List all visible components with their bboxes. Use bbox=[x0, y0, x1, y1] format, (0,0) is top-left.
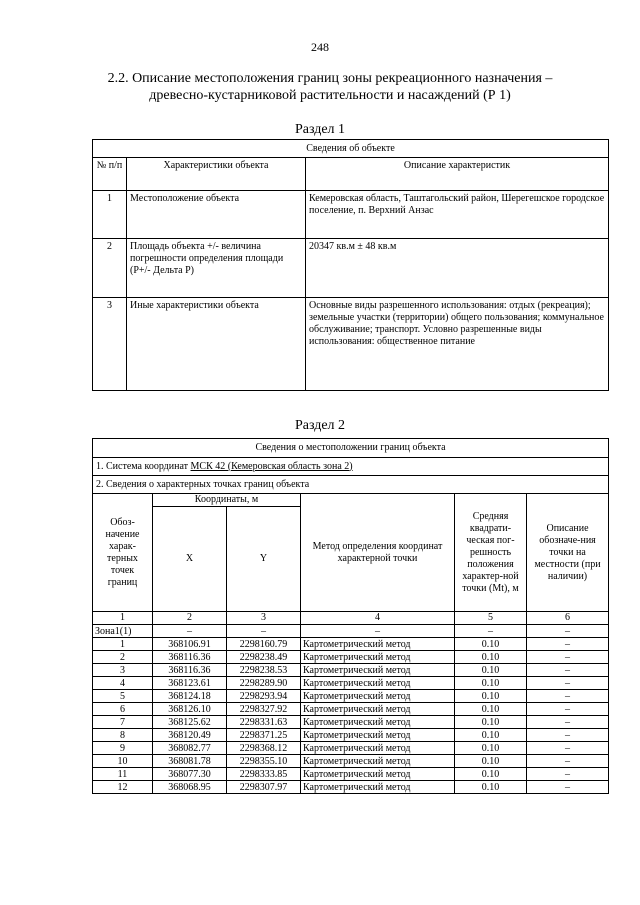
point-description: – bbox=[527, 664, 609, 677]
point-number: 7 bbox=[93, 716, 153, 729]
point-method: Картометрический метод bbox=[301, 716, 455, 729]
point-x: 368068.95 bbox=[153, 781, 227, 794]
column-index: 6 bbox=[527, 612, 609, 625]
point-x: 368123.61 bbox=[153, 677, 227, 690]
point-method: Картометрический метод bbox=[301, 664, 455, 677]
point-number: 4 bbox=[93, 677, 153, 690]
zone-cell: – bbox=[527, 625, 609, 638]
point-method: Картометрический метод bbox=[301, 729, 455, 742]
col-method-header: Метод определения координат характерной точки bbox=[301, 494, 455, 612]
point-error: 0.10 bbox=[455, 651, 527, 664]
point-number: 2 bbox=[93, 651, 153, 664]
zone-row bbox=[93, 625, 609, 638]
point-error: 0.10 bbox=[455, 664, 527, 677]
point-y: 2298368.12 bbox=[227, 742, 301, 755]
point-error: 0.10 bbox=[455, 690, 527, 703]
col-description-header: Описание характеристик bbox=[306, 158, 609, 191]
row-description: Основные виды разрешенного использования: отдых (рекреация); земельные участки (территории) общего пользования; коммунальное обслуживание; транспорт. Условно разрешенные виды использования: общественное питание bbox=[306, 298, 609, 391]
point-x: 368120.49 bbox=[153, 729, 227, 742]
point-method: Картометрический метод bbox=[301, 677, 455, 690]
table-row bbox=[93, 755, 609, 768]
point-y: 2298371.25 bbox=[227, 729, 301, 742]
point-method: Картометрический метод bbox=[301, 651, 455, 664]
row-characteristic: Местоположение объекта bbox=[127, 191, 306, 239]
table-row bbox=[93, 677, 609, 690]
table-row bbox=[93, 664, 609, 677]
point-method: Картометрический метод bbox=[301, 781, 455, 794]
point-number: 11 bbox=[93, 768, 153, 781]
table-row bbox=[93, 716, 609, 729]
row-description: Кемеровская область, Таштагольский район, Шерегешское городское поселение, п. Верхний Анзас bbox=[306, 191, 609, 239]
point-y: 2298307.97 bbox=[227, 781, 301, 794]
object-info-table bbox=[92, 139, 609, 391]
document-title bbox=[80, 70, 580, 104]
point-x: 368116.36 bbox=[153, 651, 227, 664]
zone-cell: – bbox=[153, 625, 227, 638]
point-y: 2298331.63 bbox=[227, 716, 301, 729]
title-line-2: древесно-кустарниковой растительности и насаждений (Р 1) bbox=[149, 88, 511, 103]
point-number: 1 bbox=[93, 638, 153, 651]
points-header: 2. Сведения о характерных точках границ объекта bbox=[93, 476, 609, 494]
section-1-title: Раздел 1 bbox=[294, 122, 346, 137]
row-description: 20347 кв.м ± 48 кв.м bbox=[306, 239, 609, 298]
column-index: 5 bbox=[455, 612, 527, 625]
row-characteristic: Иные характеристики объекта bbox=[127, 298, 306, 391]
point-x: 368116.36 bbox=[153, 664, 227, 677]
point-description: – bbox=[527, 703, 609, 716]
point-error: 0.10 bbox=[455, 729, 527, 742]
row-number: 2 bbox=[93, 239, 127, 298]
point-error: 0.10 bbox=[455, 781, 527, 794]
point-error: 0.10 bbox=[455, 742, 527, 755]
point-description: – bbox=[527, 729, 609, 742]
point-y: 2298327.92 bbox=[227, 703, 301, 716]
table-row bbox=[93, 781, 609, 794]
point-number: 6 bbox=[93, 703, 153, 716]
page-number: 248 bbox=[311, 40, 329, 54]
col-coordinates-header: Координаты, м bbox=[153, 494, 301, 507]
point-y: 2298238.53 bbox=[227, 664, 301, 677]
coordinate-system bbox=[93, 458, 609, 476]
point-error: 0.10 bbox=[455, 768, 527, 781]
column-index: 4 bbox=[301, 612, 455, 625]
coordinate-system-value: МСК 42 (Кемеровская область зона 2) bbox=[190, 460, 353, 472]
table-row bbox=[93, 638, 609, 651]
point-description: – bbox=[527, 651, 609, 664]
point-description: – bbox=[527, 638, 609, 651]
point-x: 368124.18 bbox=[153, 690, 227, 703]
point-y: 2298238.49 bbox=[227, 651, 301, 664]
point-description: – bbox=[527, 677, 609, 690]
column-index: 1 bbox=[93, 612, 153, 625]
point-y: 2298293.94 bbox=[227, 690, 301, 703]
point-x: 368081.78 bbox=[153, 755, 227, 768]
col-x-header: X bbox=[153, 507, 227, 612]
point-number: 12 bbox=[93, 781, 153, 794]
col-y-header: Y bbox=[227, 507, 301, 612]
table-row bbox=[93, 768, 609, 781]
table-row bbox=[93, 298, 609, 391]
point-description: – bbox=[527, 716, 609, 729]
col-point-description-header: Описание обозначе-ния точки на местности (при наличии) bbox=[527, 494, 609, 612]
column-index: 2 bbox=[153, 612, 227, 625]
point-number: 3 bbox=[93, 664, 153, 677]
point-error: 0.10 bbox=[455, 703, 527, 716]
point-description: – bbox=[527, 690, 609, 703]
table-row bbox=[93, 239, 609, 298]
col-number-header: № п/п bbox=[93, 158, 127, 191]
point-method: Картометрический метод bbox=[301, 690, 455, 703]
col-designation-header: Обоз-начение харак-терных точек границ bbox=[93, 494, 153, 612]
point-y: 2298355.10 bbox=[227, 755, 301, 768]
table-row bbox=[93, 651, 609, 664]
col-characteristic-header: Характеристики объекта bbox=[127, 158, 306, 191]
zone-cell: – bbox=[301, 625, 455, 638]
col-error-header: Средняя квадрати-ческая пог-решность положения характер-ной точки (Mt), м bbox=[455, 494, 527, 612]
point-description: – bbox=[527, 781, 609, 794]
section-2-title: Раздел 2 bbox=[294, 418, 346, 433]
point-method: Картометрический метод bbox=[301, 742, 455, 755]
point-method: Картометрический метод bbox=[301, 768, 455, 781]
point-error: 0.10 bbox=[455, 638, 527, 651]
point-method: Картометрический метод bbox=[301, 638, 455, 651]
column-index-row bbox=[93, 612, 609, 625]
row-number: 1 bbox=[93, 191, 127, 239]
row-number: 3 bbox=[93, 298, 127, 391]
point-method: Картометрический метод bbox=[301, 755, 455, 768]
point-y: 2298289.90 bbox=[227, 677, 301, 690]
point-number: 8 bbox=[93, 729, 153, 742]
point-y: 2298333.85 bbox=[227, 768, 301, 781]
point-method: Картометрический метод bbox=[301, 703, 455, 716]
point-y: 2298160.79 bbox=[227, 638, 301, 651]
point-error: 0.10 bbox=[455, 716, 527, 729]
point-error: 0.10 bbox=[455, 755, 527, 768]
point-number: 5 bbox=[93, 690, 153, 703]
point-x: 368077.30 bbox=[153, 768, 227, 781]
point-x: 368125.62 bbox=[153, 716, 227, 729]
column-index: 3 bbox=[227, 612, 301, 625]
point-description: – bbox=[527, 755, 609, 768]
point-description: – bbox=[527, 768, 609, 781]
table-row bbox=[93, 729, 609, 742]
boundary-points-table bbox=[92, 438, 609, 794]
zone-cell: – bbox=[455, 625, 527, 638]
zone-label: Зона1(1) bbox=[93, 625, 153, 638]
coordinate-system-label: 1. Система координат bbox=[96, 460, 191, 472]
point-number: 9 bbox=[93, 742, 153, 755]
table-row bbox=[93, 703, 609, 716]
table-row bbox=[93, 690, 609, 703]
point-error: 0.10 bbox=[455, 677, 527, 690]
boundary-header: Сведения о местоположении границ объекта bbox=[93, 439, 609, 458]
table-row bbox=[93, 742, 609, 755]
point-number: 10 bbox=[93, 755, 153, 768]
object-info-header: Сведения об объекте bbox=[93, 140, 609, 158]
title-line-1: 2.2. Описание местоположения границ зоны рекреационного назначения – bbox=[107, 71, 553, 86]
row-characteristic: Площадь объекта +/- величина погрешности определения площади (P+/- Дельта P) bbox=[127, 239, 306, 298]
zone-cell: – bbox=[227, 625, 301, 638]
point-description: – bbox=[527, 742, 609, 755]
point-x: 368126.10 bbox=[153, 703, 227, 716]
point-x: 368082.77 bbox=[153, 742, 227, 755]
point-x: 368106.91 bbox=[153, 638, 227, 651]
table-row bbox=[93, 191, 609, 239]
